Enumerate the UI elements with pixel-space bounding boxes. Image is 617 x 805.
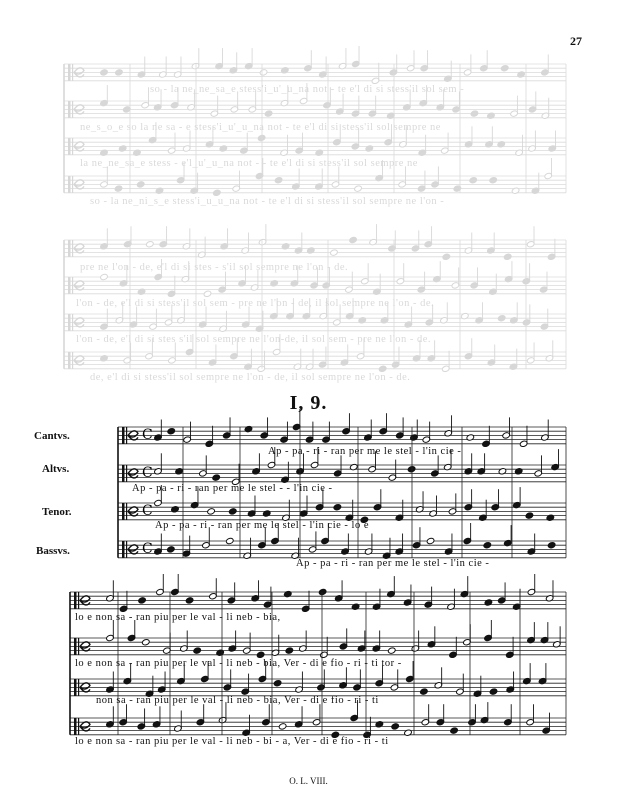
- ghost-lyric-3: la ne_ne_sa_e stess - e'l_u'_u_na not - - te e'l di si stess'il sol sempre ne: [80, 158, 418, 169]
- s2-clef: [74, 638, 77, 655]
- lyric-s1-altus: Ap - pa - ri - ran per me le stel - - l'in cie -: [132, 483, 333, 494]
- s2-clef: [74, 718, 77, 735]
- note-head: [498, 468, 507, 475]
- note-head: [216, 649, 225, 656]
- note-head: [142, 639, 151, 646]
- s2-clef: [74, 679, 77, 696]
- note-head: [167, 546, 176, 553]
- note-head: [387, 647, 396, 654]
- s1-clef-thin: [126, 503, 127, 520]
- s1-clef-thin: [126, 541, 127, 558]
- note-head: [228, 508, 237, 515]
- note-head: [546, 514, 555, 521]
- note-head: [167, 428, 176, 435]
- note-head: [207, 508, 216, 515]
- note-head: [351, 603, 360, 610]
- ghost-lyric-5: pre ne l'on - de, e'l di si stes - s'il sol sempre ne l'on - de.: [80, 262, 349, 273]
- s1-clef: [122, 503, 125, 520]
- note-head: [514, 468, 523, 475]
- s1-clef: [122, 427, 125, 444]
- time-signature: C: [142, 464, 153, 481]
- ghost-lyric-6: l'on - de, e'l di si stess'il sol sem - pre ne l'on - de, il sol sempre ne l'on - de.: [76, 298, 435, 309]
- voice-label-tenor: Tenor.: [42, 506, 72, 518]
- s1-clef-thin: [126, 427, 127, 444]
- note-head: [450, 727, 459, 734]
- s2-clef: [74, 592, 77, 609]
- s1-clef: [122, 541, 125, 558]
- note-head: [375, 721, 384, 728]
- time-signature: C: [142, 540, 153, 557]
- note-head: [404, 729, 413, 736]
- voice-label-cantus: Cantvs.: [34, 430, 70, 442]
- note-head: [212, 474, 221, 481]
- lyric-s2-altus: lo e non sa - ran piu per le val - li neb - bia, Ver - di e fio - ri - ti tor -: [75, 658, 402, 669]
- time-signature: C: [142, 426, 153, 443]
- ghost-lyric-2: ne_s_o_e so la ne sa - e stess'i_u'_u_na not - te e'l di si stess'il sol sempre ne: [80, 122, 441, 133]
- ghost-lyric-1: so - la ne_ne_sa_e stess'i_u'_u_na not - te e'l di si stess'il sol sem -: [150, 84, 465, 95]
- lyric-s2-cantus: lo e non sa - ran piu per le val - li neb - bia,: [75, 612, 281, 623]
- voice-label-altus: Altvs.: [42, 463, 70, 475]
- note-head: [171, 506, 180, 513]
- time-signature: C: [142, 502, 153, 519]
- ghost-lyric-7: l'on - de, e'l di si stes s'il sol sempre ne l'on-de, il sol sem - pre ne l'on - de.: [76, 334, 432, 345]
- note-head: [483, 542, 492, 549]
- ghost-lyric-8: de, e'l di si stess'il sol sempre ne l'on - de, il sol sempre ne l'on - de.: [90, 372, 411, 383]
- note-head: [285, 647, 294, 654]
- note-head: [278, 723, 287, 730]
- note-head: [175, 468, 184, 475]
- note-head: [426, 537, 435, 544]
- note-head: [349, 463, 358, 470]
- note-head: [193, 647, 202, 654]
- note-head: [489, 688, 498, 695]
- page-number: 27: [570, 34, 582, 48]
- ghost-lyric-4: so - la ne_ni_s_e stess'i_u_u_na not - te e'l di si stess'il sol sempre ne l'on -: [90, 196, 445, 207]
- voice-label-bassus: Bassvs.: [36, 545, 70, 557]
- s2-clef-thin: [78, 718, 79, 735]
- note-head: [420, 688, 429, 695]
- note-head: [484, 599, 493, 606]
- note-head: [273, 680, 282, 687]
- note-head: [391, 723, 400, 730]
- note-head: [284, 590, 293, 597]
- note-head: [226, 537, 235, 544]
- note-head: [466, 434, 475, 441]
- note-head: [185, 597, 194, 604]
- s2-clef-thin: [78, 592, 79, 609]
- lyric-s1-bassus: Ap - pa - ri - ran per me le stel - l'in cie -: [296, 558, 490, 569]
- footer-note: O. L. VIII.: [289, 776, 328, 786]
- note-head: [138, 597, 147, 604]
- note-head: [318, 588, 327, 595]
- note-head: [262, 510, 271, 517]
- s2-clef-thin: [78, 638, 79, 655]
- lyric-s2-tenor: non sa - ran piu per le val - li neb - bia, Ver - di e fio - ri - ti: [96, 695, 379, 706]
- note-head: [244, 425, 253, 432]
- s1-clef: [122, 465, 125, 482]
- s1-clef-thin: [126, 465, 127, 482]
- lyric-s2-bassus: lo e non sa - ran piu per le val - li neb - bi - a, Ver - di e fio - ri - ti: [75, 736, 389, 747]
- lyric-s1-tenor: Ap - pa - ri - ran per me le stel - l'in cie - lo e: [155, 520, 369, 531]
- s2-clef-thin: [78, 679, 79, 696]
- note-head: [547, 542, 556, 549]
- lyric-s1-cantus: Ap - pa - ri - ran per me le stel - l'in cie -: [268, 446, 462, 457]
- piece-title: I, 9.: [289, 392, 328, 414]
- note-head: [525, 512, 534, 519]
- note-head: [333, 504, 342, 511]
